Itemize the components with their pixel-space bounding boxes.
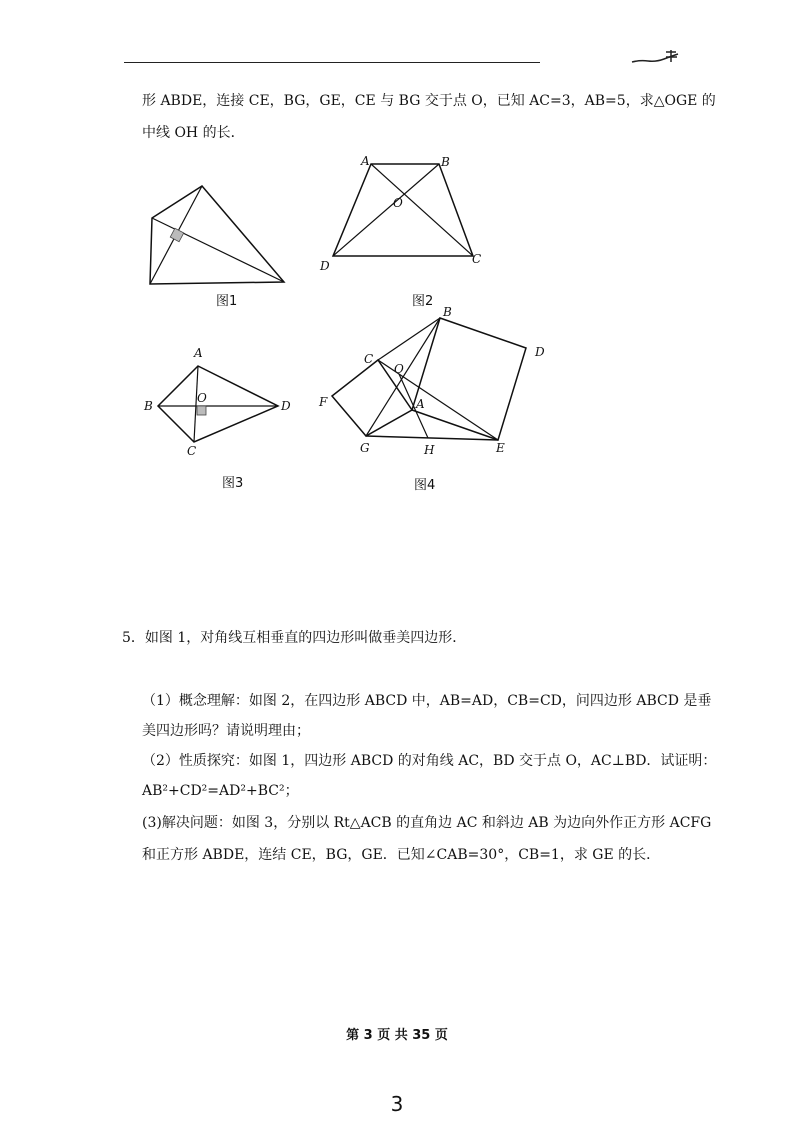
fig4-label-a: A (416, 397, 425, 411)
fig2-label-d: D (320, 259, 330, 273)
fig4-label-d: D (535, 345, 545, 359)
fig2-label-c: C (472, 252, 482, 266)
fig4-label-f: F (319, 395, 328, 409)
page-number: 3 (390, 1092, 404, 1116)
q3-line-1: (3)解决问题：如图 3，分别以 Rt△ACB 的直角边 AC 和斜边 AB 为边向外作正方形 ACFG (142, 815, 712, 831)
fig2-label-a: A (361, 154, 370, 168)
fig2-label-b: B (441, 155, 450, 169)
fig4-label-o: O (394, 362, 404, 376)
figure-4-caption: 图4 (414, 478, 436, 493)
figure-2-caption: 图2 (412, 294, 434, 309)
figure-1 (140, 180, 300, 290)
q2-line-2: AB²+CD²=AD²+BC²； (142, 783, 299, 799)
figure-3-caption: 图3 (222, 476, 244, 491)
figure-4 (310, 300, 560, 460)
fig4-label-e: E (496, 441, 505, 455)
fig2-label-o: O (393, 196, 403, 210)
intro-line-2: 中线 OH 的长． (142, 125, 245, 141)
fig3-label-o: O (197, 391, 207, 405)
figure-1-caption: 图1 (216, 294, 238, 309)
q1-line-2: 美四边形吗？请说明理由； (142, 723, 310, 739)
q3-line-2: 和正方形 ABDE，连结 CE，BG，GE．已知∠CAB=30°，CB=1，求 GE 的长． (142, 847, 661, 863)
figure-2 (315, 150, 495, 275)
fig3-label-b: B (144, 399, 153, 413)
figure-3 (140, 340, 300, 460)
q2-line-1: （2）性质探究：如图 1，四边形 ABCD 的对角线 AC，BD 交于点 O，AC⊥BD．试证明： (142, 753, 717, 769)
problem-5-title: 5．如图 1，对角线互相垂直的四边形叫做垂美四边形． (122, 630, 467, 646)
intro-line-1: 形 ABDE，连接 CE，BG，GE，CE 与 BG 交于点 O，已知 AC=3，AB=5，求△OGE 的 (142, 93, 716, 109)
header-rule (124, 62, 540, 63)
fig4-label-g: G (360, 441, 370, 455)
page-info: 第 3 页 共 35 页 (346, 1028, 448, 1043)
header-logo (630, 48, 680, 66)
fig4-label-h: H (424, 443, 435, 457)
fig4-label-c: C (364, 352, 374, 366)
fig3-label-a: A (194, 346, 203, 360)
fig3-label-d: D (281, 399, 291, 413)
fig4-label-b: B (443, 305, 452, 319)
q1-line-1: （1）概念理解：如图 2，在四边形 ABCD 中，AB=AD，CB=CD，问四边形 ABCD 是垂 (142, 693, 712, 709)
fig3-label-c: C (187, 444, 197, 458)
